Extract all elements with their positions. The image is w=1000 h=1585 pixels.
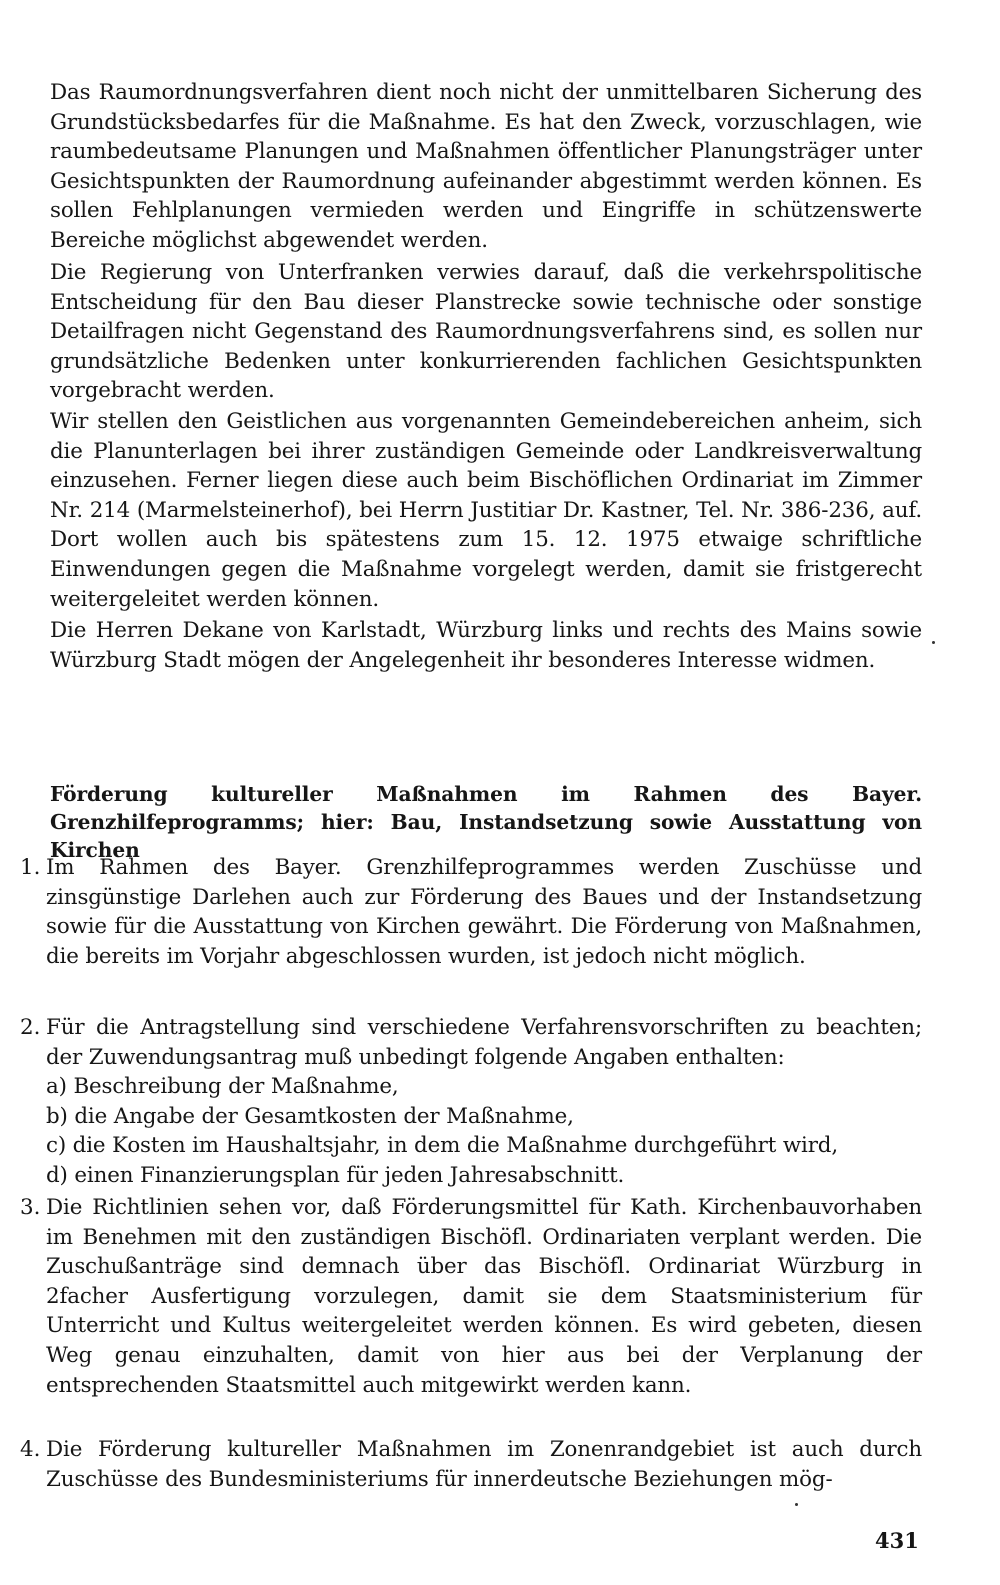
list-item-text: Die Richtlinien sehen vor, daß Förderungsmittel für Kath. Kirchenbauvorhaben im Benehmen mit den zuständigen Bischöfl. Ordinariaten verplant werden. Die Zuschußanträge sind demnach über das Bischöfl. Ordinariat Würzburg in 2facher Ausfertigung vorzulegen, damit sie dem Staatsministerium für Unterricht und Kultus weitergeleitet werden können. Es wird gebeten, diesen Weg genau einzuhalten, damit von hier aus bei der Verplanung der entsprechenden Staatsmittel auch mitgewirkt werden kann. — [46, 1195, 922, 1398]
paragraph-dekane: Die Herren Dekane von Karlstadt, Würzburg links und rechts des Mains sowie Würzburg Stadt mögen der Angelegenheit ihr besonderes Interesse widmen. — [50, 618, 922, 673]
paragraph-raumordnungsverfahren: Das Raumordnungsverfahren dient noch nicht der unmittelbaren Sicherung des Grundstücksbedarfes für die Maßnahme. Es hat den Zweck, vorzuschlagen, wie raumbedeutsame Planungen und Maßnahmen öffentlicher Planungsträger unter Gesichtspunkten der Raumordnung aufeinander abgestimmt werden können. Es sollen Fehlplanungen vermieden werden und Eingriffe in schützenswerte Bereiche möglichst abgewendet werden. — [50, 80, 922, 253]
list-number: 4. — [20, 1437, 41, 1462]
list-item-4 — [20, 1435, 922, 1494]
list-item-2 — [20, 1013, 922, 1191]
list-item-text: Im Rahmen des Bayer. Grenzhilfeprogrammes werden Zuschüsse und zinsgünstige Darlehen auch zur Förderung des Baues und der Instandsetzung sowie für die Ausstattung von Kirchen gewährt. Die Förderung von Maßnahmen, die bereits im Vorjahr abgeschlossen wurden, ist jedoch nicht möglich. — [46, 855, 922, 969]
list-item-text — [46, 1013, 922, 1191]
sub-item-c: c) die Kosten im Haushaltsjahr, in dem die Maßnahme durchgeführt wird, — [46, 1133, 838, 1159]
paragraph-geistlichen: Wir stellen den Geistlichen aus vorgenannten Gemeindebereichen anheim, sich die Planunterlagen bei ihrer zuständigen Gemeinde oder Landkreisverwaltung einzusehen. Ferner liegen diese auch beim Bischöflichen Ordinariat im Zimmer Nr. 214 (Marmelsteinerhof), bei Herrn Justitiar Dr. Kastner, Tel. Nr. 386-236, auf. Dort wollen auch bis spätestens zum 15. 12. 1975 etwaige schriftliche Einwendungen gegen die Maßnahme vorgelegt werden, damit sie fristgerecht weitergeleitet werden können. — [50, 409, 922, 612]
list-item-text: Die Förderung kultureller Maßnahmen im Zonenrandgebiet ist auch durch Zuschüsse des Bundesministeriums für innerdeutsche Beziehungen mög- — [46, 1437, 922, 1492]
speck-mark — [795, 1503, 798, 1506]
sub-item-b: b) die Angabe der Gesamtkosten der Maßnahme, — [46, 1103, 574, 1129]
list-item-intro: Für die Antragstellung sind verschiedene Verfahrensvorschriften zu beachten; der Zuwendungsantrag muß unbedingt folgende Angaben enthalten: — [46, 1015, 922, 1070]
page-number: 431 — [875, 1528, 919, 1553]
paragraph-regierung-unterfranken: Die Regierung von Unterfranken verwies darauf, daß die verkehrspolitische Entscheidung für den Bau dieser Planstrecke sowie technische oder sonstige Detailfragen nicht Gegenstand des Raumordnungsverfahrens sind, es sollen nur grundsätzliche Bedenken unter konkurrierenden fachlichen Gesichtspunkten vorgebracht werden. — [50, 260, 922, 404]
sub-item-d: d) einen Finanzierungsplan für jeden Jahresabschnitt. — [46, 1162, 625, 1188]
sub-item-a: a) Beschreibung der Maßnahme, — [46, 1074, 399, 1100]
list-item-3 — [20, 1193, 922, 1400]
list-number: 3. — [20, 1195, 41, 1220]
list-item-1 — [20, 853, 922, 971]
speck-mark — [932, 641, 935, 644]
list-number: 2. — [20, 1015, 41, 1040]
section-heading: Förderung kultureller Maßnahmen im Rahmen des Bayer. Grenzhilfeprogramms; hier: Bau, Instandsetzung sowie Ausstattung von Kirchen — [50, 782, 922, 862]
list-number: 1. — [20, 855, 41, 880]
